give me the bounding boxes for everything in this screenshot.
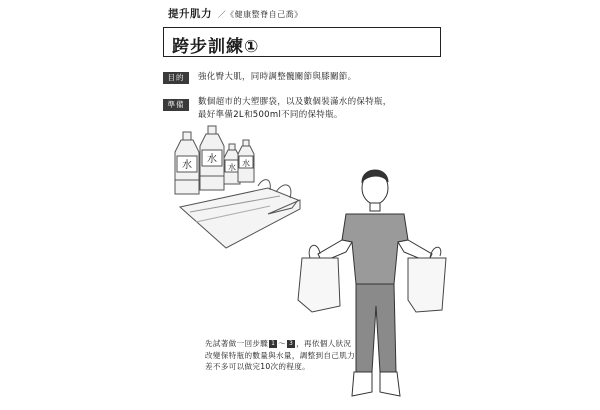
instruction-part-2: ，再依個人狀況改變保特瓶的數量與水量，調整到自己肌力差不多可以做完10次的程度。 bbox=[205, 339, 355, 371]
exercise-title: 跨步訓練① bbox=[172, 37, 260, 57]
book-title: ／《健康整脊自己喬》 bbox=[217, 10, 303, 19]
purpose-tag: 目的 bbox=[163, 72, 189, 84]
step-number-1: 1 bbox=[271, 340, 276, 347]
bottle-label-1: 水 bbox=[182, 160, 192, 171]
step-number-3: 3 bbox=[289, 340, 294, 347]
bottle-label-2: 水 bbox=[207, 154, 217, 165]
bottle-label-4: 水 bbox=[242, 159, 250, 168]
instruction-tilde: ～ bbox=[278, 339, 287, 348]
prep-line-2: 最好準備2L和500ml不同的保特瓶。 bbox=[198, 110, 343, 120]
section-title: 提升肌力 bbox=[168, 8, 212, 20]
instruction-text bbox=[205, 338, 355, 373]
prep-tag: 準備 bbox=[163, 99, 189, 111]
purpose-text: 強化臀大肌，同時調整髖關節與膝關節。 bbox=[198, 72, 357, 82]
instruction-part-1: 先試著做一回步驟 bbox=[205, 339, 269, 348]
prep-line-1: 數個超市的大塑膠袋，以及數個裝滿水的保特瓶， bbox=[198, 97, 392, 107]
bottle-label-3: 水 bbox=[228, 163, 236, 172]
